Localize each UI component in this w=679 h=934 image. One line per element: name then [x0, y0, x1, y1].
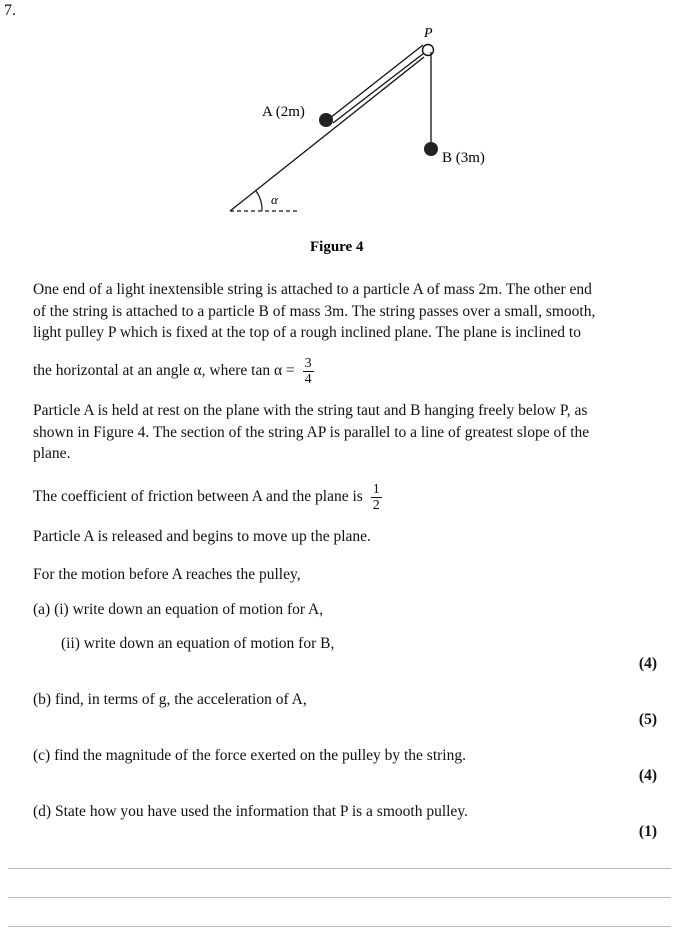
answer-line [8, 926, 671, 927]
intro-line-2: of the string is attached to a particle B of mass 3m. The string passes over a small, smooth, [33, 302, 596, 320]
part-a-marks: (4) [638, 655, 657, 672]
friction-numerator: 1 [372, 482, 380, 497]
friction-fraction [371, 482, 382, 513]
intro-line-4 [33, 356, 314, 387]
question-number: 7. [4, 2, 16, 19]
released-statement: Particle A is released and begins to move up the plane. [33, 528, 371, 545]
inclined-plane-line [230, 57, 424, 211]
friction-statement [33, 482, 382, 513]
label-alpha: α [271, 192, 278, 207]
answer-line [8, 897, 671, 898]
string-ap [330, 45, 423, 118]
answer-line [8, 868, 671, 869]
particle-b [424, 142, 438, 156]
tan-numerator: 3 [304, 356, 312, 371]
figure-4-diagram [0, 0, 679, 260]
friction-denominator: 2 [372, 498, 380, 513]
part-b-marks: (5) [638, 711, 657, 728]
held-line-1: Particle A is held at rest on the plane with the string taut and B hanging freely below P, as [33, 402, 588, 419]
part-a-i: (a) (i) write down an equation of motion for A, [33, 601, 324, 618]
part-a-ii: (ii) write down an equation of motion for B, [61, 635, 335, 652]
label-b: B (3m) [442, 150, 485, 166]
tan-fraction [303, 356, 314, 387]
angle-arc [256, 191, 262, 211]
held-line-3: plane. [33, 445, 71, 462]
intro-line-3: light pulley P which is fixed at the top of a rough inclined plane. The plane is inclined to [33, 324, 581, 341]
part-d-marks: (1) [638, 823, 657, 840]
label-p: P [424, 26, 433, 41]
held-line-2: shown in Figure 4. The section of the string AP is parallel to a line of greatest slope of the [33, 423, 590, 441]
part-b: (b) find, in terms of g, the acceleration of A, [33, 691, 307, 708]
part-c-marks: (4) [638, 767, 657, 784]
label-a: A (2m) [262, 104, 305, 120]
tan-denominator: 4 [304, 372, 312, 387]
friction-text: The coefficient of friction between A and the plane is [33, 488, 363, 506]
part-c: (c) find the magnitude of the force exerted on the pulley by the string. [33, 747, 466, 764]
particle-a [319, 113, 333, 127]
figure-caption: Figure 4 [310, 239, 364, 255]
string-ap-edge [333, 50, 428, 123]
pulley-p [423, 45, 434, 56]
motion-statement: For the motion before A reaches the pulley, [33, 566, 301, 583]
intro-line-1: One end of a light inextensible string is attached to a particle A of mass 2m. The other end [33, 281, 592, 298]
part-d: (d) State how you have used the information that P is a smooth pulley. [33, 803, 468, 820]
held-paragraph [33, 400, 659, 465]
intro-line-4-text: the horizontal at an angle α, where tan α = [33, 362, 295, 380]
intro-paragraph [33, 279, 659, 344]
